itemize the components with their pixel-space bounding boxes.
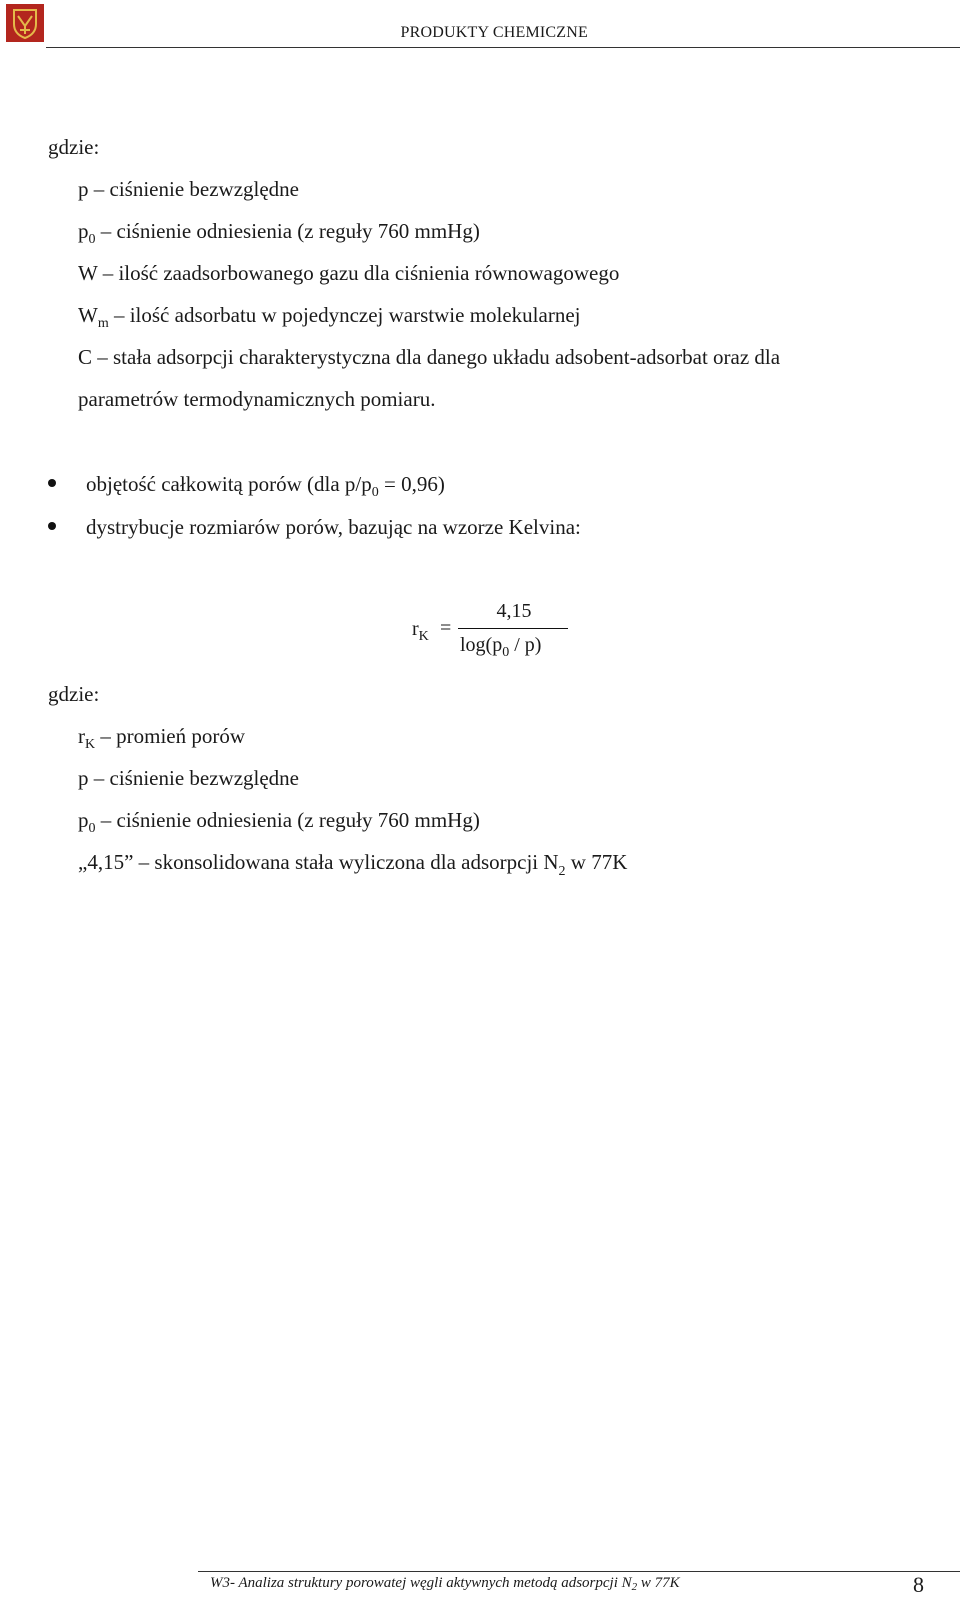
definition-p0: $p_0$ – ciśnienie odniesienia (z reguły 760 mmHg) [78,219,480,247]
footer-title: W3- Analiza struktury porowatej węgli aktywnych metodą adsorpcji $N_2$ w 77K [210,1575,680,1593]
header-divider [46,47,960,48]
formula-equals: = [440,617,452,639]
definition-rk: $r_K$ – promień porów [78,724,246,752]
university-emblem-icon [6,4,44,42]
definition-constant: „4,15” – skonsolidowana stała wyliczona dla adsorpcji $N_2$ w 77K [78,850,628,879]
fraction-bar [458,628,568,629]
kelvin-formula [412,594,572,664]
section1-intro: gdzie: [48,135,100,159]
bullet-item-total-volume: objętość całkowitą porów (dla $p/p_0 = 0,96$) [86,472,445,500]
definition-p: p – ciśnienie bezwzględne [78,766,299,790]
formula-numerator: 4,15 [496,600,532,622]
page-number: 8 [913,1572,924,1597]
section2-intro: gdzie: [48,682,100,706]
header-title: PRODUKTY CHEMICZNE [400,24,588,41]
definition-w: W – ilość zaadsorbowanego gazu dla ciśnienia równowagowego [78,261,620,285]
definition-wm: $W_m$ – ilość adsorbatu w pojedynczej warstwie molekularnej [78,303,581,331]
footer-divider [198,1571,960,1572]
formula-lhs: $r_K$ [412,618,429,644]
formula-denominator: $\log(p_0 / p)$ [460,634,542,660]
definition-c-line1: C – stała adsorpcji charakterystyczna dla danego układu adsobent-adsorbat oraz dla [78,345,781,369]
bullet-dot-icon [48,479,56,487]
bullet-dot-icon [48,522,56,530]
bullet-item-distribution: dystrybucje rozmiarów porów, bazując na wzorze Kelvina: [86,515,581,539]
definition-c-line2: parametrów termodynamicznych pomiaru. [78,387,436,411]
definition-p: p – ciśnienie bezwzględne [78,177,299,201]
definition-p0: $p_0$ – ciśnienie odniesienia (z reguły 760 mmHg) [78,808,480,836]
